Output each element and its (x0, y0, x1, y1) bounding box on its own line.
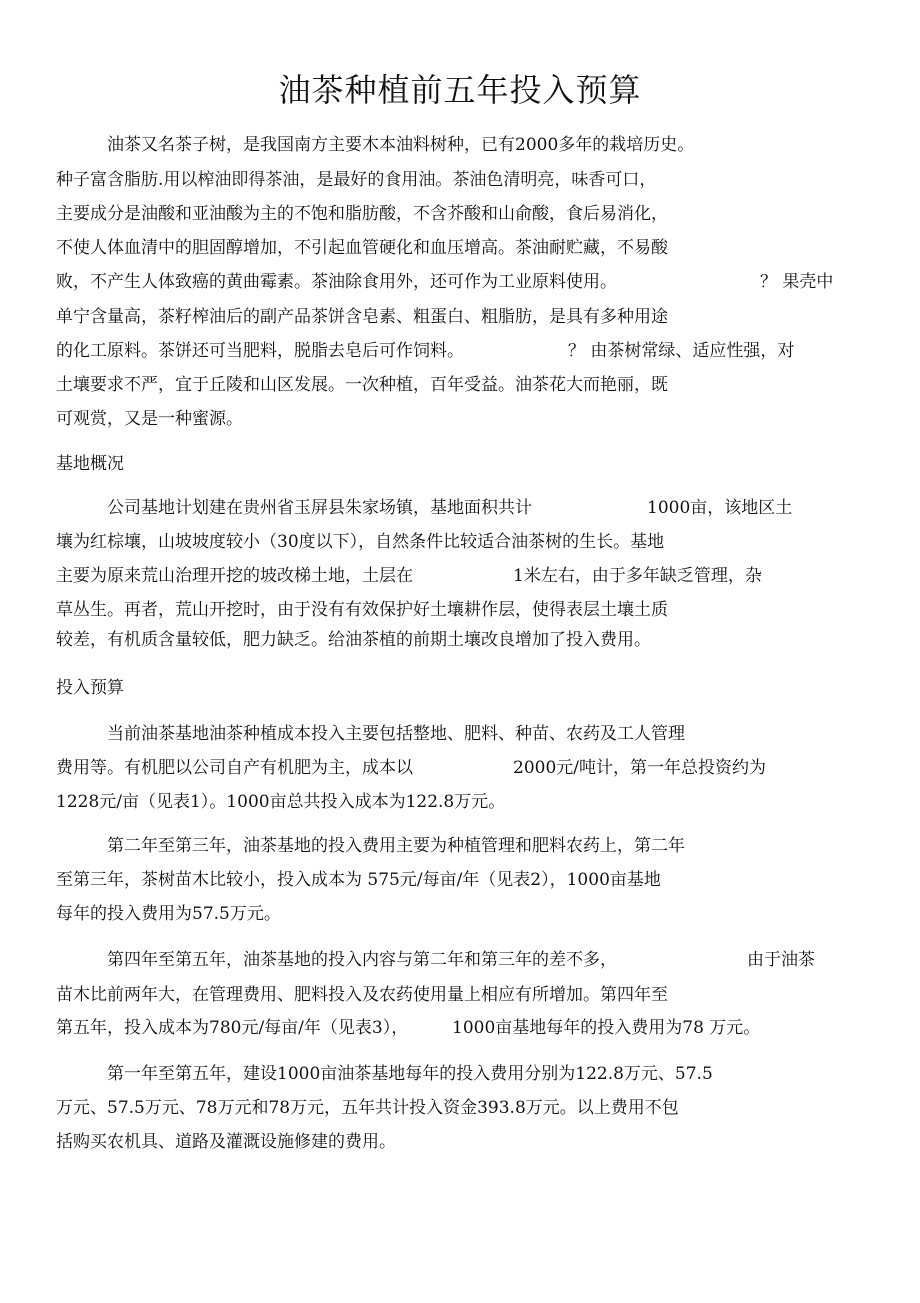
intro-line-8: 土壤要求不严，宜于丘陵和山区发展。一次种植，百年受益。油茶花大而艳丽，既 (56, 375, 668, 395)
intro-line-6: 单宁含量高，茶籽榨油后的副产品茶饼含皂素、粗蛋白、粗脂肪，是具有多种用途 (56, 307, 668, 327)
intro-line-5: 败，不产生人体致癌的黄曲霉素。茶油除食用外，还可作为工业原料使用。 (56, 272, 617, 292)
budget-p4-line-1: 第一年至第五年，建设1000亩油茶基地每年的投入费用分别为122.8万元、57.5 (107, 1064, 713, 1084)
budget-p3-line-1-tail: 由于油茶 (747, 950, 815, 970)
base-line-1: 公司基地计划建在贵州省玉屏县朱家场镇，基地面积共计 (107, 498, 532, 518)
section-heading-budget: 投入预算 (56, 678, 124, 698)
budget-p1-line-2-tail: 2000元/吨计，第一年总投资约为 (513, 758, 766, 778)
section-heading-base: 基地概况 (56, 454, 124, 474)
intro-line-1: 油茶又名茶子树，是我国南方主要木本油料树种，已有2000多年的栽培历史。 (107, 135, 695, 155)
budget-p3-line-3: 第五年，投入成本为780元/每亩/年（见表3）， (56, 1018, 409, 1038)
base-line-3: 主要为原来荒山治理开挖的坡改梯土地，土层在 (56, 566, 413, 586)
intro-line-2: 种子富含脂肪.用以榨油即得茶油，是最好的食用油。茶油色清明亮，味香可口， (56, 170, 657, 190)
budget-p3-line-1: 第四年至第五年，油茶基地的投入内容与第二年和第三年的差不多， (107, 950, 617, 970)
base-line-4: 草丛生。再者，荒山开挖时，由于没有有效保护好土壤耕作层，使得表层土壤土质 (56, 600, 668, 620)
intro-line-7: 的化工原料。茶饼还可当肥料，脱脂去皂后可作饲料。 (56, 341, 464, 361)
budget-p1-line-2: 费用等。有机肥以公司自产有机肥为主，成本以 (56, 758, 413, 778)
base-line-2: 壤为红棕壤，山坡坡度较小（30度以下），自然条件比较适合油茶树的生长。基地 (56, 532, 665, 552)
budget-p2-line-3: 每年的投入费用为57.5万元。 (56, 904, 281, 924)
intro-line-3: 主要成分是油酸和亚油酸为主的不饱和脂肪酸，不含芥酸和山俞酸，食后易消化， (56, 204, 668, 224)
intro-line-7-tail: ？ 由茶树常绿、适应性强，对 (568, 341, 795, 361)
budget-p3-line-2: 苗木比前两年大，在管理费用、肥料投入及农药使用量上相应有所增加。第四年至 (56, 985, 668, 1005)
base-line-3-tail: 1米左右，由于多年缺乏管理，杂 (513, 566, 762, 586)
budget-p4-line-3: 括购买农机具、道路及灌溉设施修建的费用。 (56, 1132, 396, 1152)
budget-p1-line-1: 当前油茶基地油茶种植成本投入主要包括整地、肥料、种苗、农药及工人管理 (107, 724, 685, 744)
budget-p2-line-2: 至第三年，茶树苗木比较小，投入成本为 575元/每亩/年（见表2），1000亩基地 (56, 870, 661, 890)
budget-p1-line-3: 1228元/亩（见表1）。1000亩总共投入成本为122.8万元。 (56, 792, 506, 812)
intro-line-4: 不使人体血清中的胆固醇增加，不引起血管硬化和血压增高。茶油耐贮藏，不易酸 (56, 238, 668, 258)
budget-p3-line-3-tail: 1000亩基地每年的投入费用为78 万元。 (452, 1018, 761, 1038)
budget-p2-line-1: 第二年至第三年，油茶基地的投入费用主要为种植管理和肥料农药上，第二年 (107, 836, 685, 856)
page-title: 油茶种植前五年投入预算 (278, 71, 642, 109)
budget-p4-line-2: 万元、57.5万元、78万元和78万元，五年共计投入资金393.8万元。以上费用不包 (56, 1098, 679, 1118)
base-line-5: 较差，有机质含量较低，肥力缺乏。给油茶植的前期土壤改良增加了投入费用。 (56, 630, 651, 650)
intro-line-9: 可观赏，又是一种蜜源。 (56, 409, 243, 429)
base-line-1-tail: 1000亩，该地区土 (647, 498, 793, 518)
intro-line-5-tail: ？ 果壳中 (760, 272, 834, 292)
